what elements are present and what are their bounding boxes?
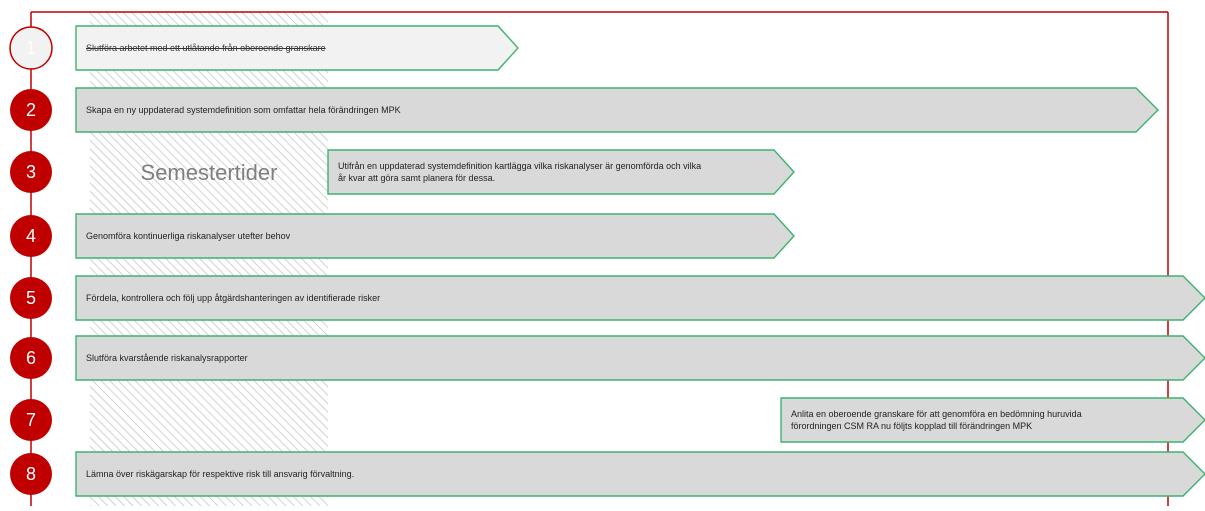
step-text: Fördela, kontrollera och följ upp åtgärdshanteringen av identifierade risker: [86, 293, 381, 303]
step-number: 3: [25, 161, 36, 182]
step-text: Anlita en oberoende granskare för att genomföra en bedömning huruvida förordningen CSM RA nu följts kopplad till förändringen MPK: [791, 409, 1082, 431]
step-text: Lämna över riskägarskap för respektive risk till ansvarig förvaltning.: [86, 469, 355, 479]
step-text: Utifrån en uppdaterad systemdefinition kartlägga vilka riskanalyser är genomförda och vilka år kvar att göra samt planera för dessa.: [338, 161, 702, 183]
holiday-period-label: Semestertider: [140, 160, 278, 185]
step-number: 1: [25, 37, 36, 58]
step-number: 6: [25, 347, 36, 368]
step-text: Slutföra kvarstående riskanalysrapporter: [86, 353, 248, 363]
step-number: 2: [25, 99, 36, 120]
step-number: 8: [25, 463, 36, 484]
step-text: Genomföra kontinuerliga riskanalyser utefter behov: [86, 231, 291, 241]
step-number: 5: [25, 287, 36, 308]
step-text: Skapa en ny uppdaterad systemdefinition som omfattar hela förändringen MPK: [86, 105, 401, 115]
step-number: 7: [25, 409, 36, 430]
step-number: 4: [25, 225, 36, 246]
holiday-hatch-area: [90, 12, 328, 506]
step-text: Slutföra arbetet med ett utlåtande från oberoende granskare: [86, 43, 326, 53]
